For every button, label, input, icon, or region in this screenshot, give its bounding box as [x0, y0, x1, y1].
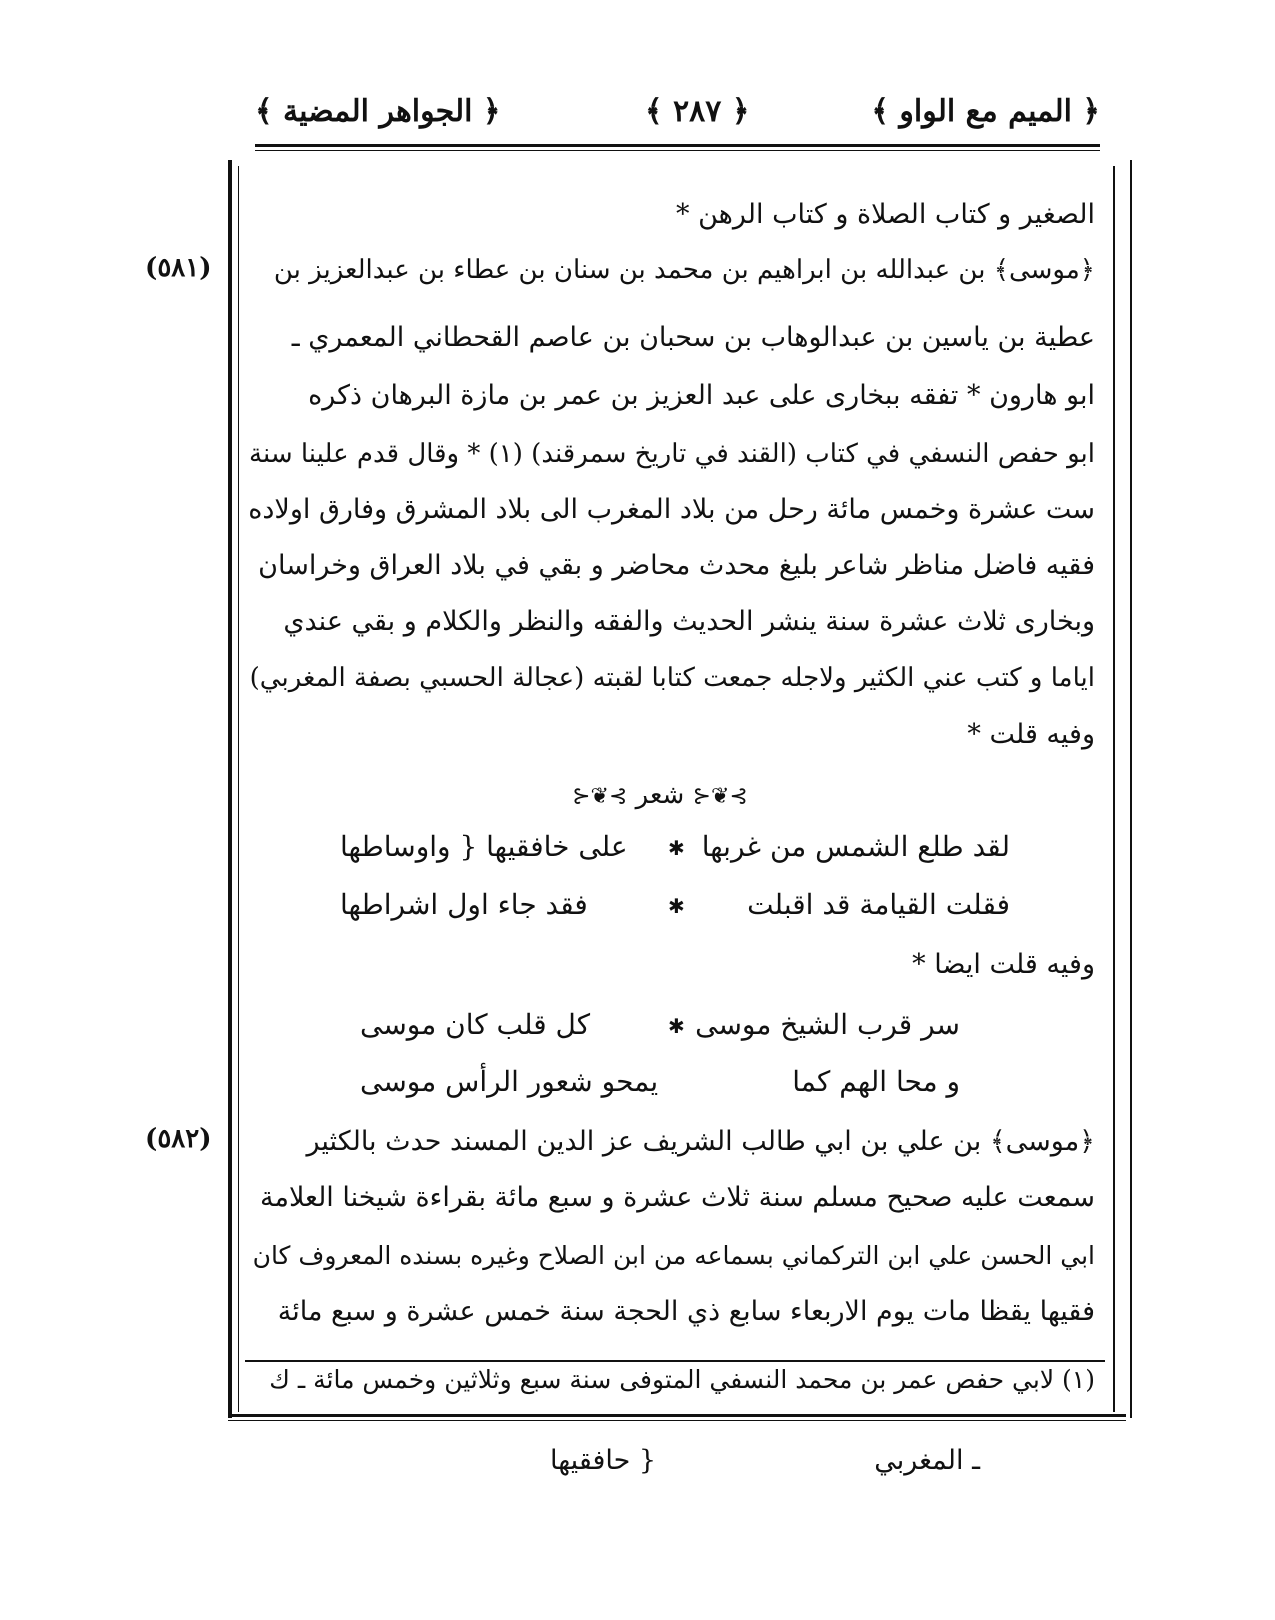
text-line: سمعت عليه صحيح مسلم سنة ثلاث عشرة و سبع مائة بقراءة شيخنا العلامة — [260, 1182, 1095, 1213]
entry-heading-line: ﴿موسى﴾ بن علي بن ابي طالب الشريف عز الدين المسند حدث بالكثير — [306, 1126, 1095, 1157]
header-rule-thin — [255, 150, 1100, 151]
page-header — [255, 86, 1100, 156]
catchword-left: { حافقيها — [550, 1445, 657, 1476]
poem-heading — [440, 780, 880, 810]
text-line: ابي الحسن علي ابن التركماني بسماعه من ابن الصلاح وغيره بسنده المعروف كان — [252, 1241, 1095, 1270]
header-chapter-title: ﴿ الميم مع الواو ﴾ — [871, 94, 1100, 129]
entry-number-582: (٥٨٢) — [145, 1124, 212, 1154]
text-line: عطية بن ياسين بن عبدالوهاب بن سحبان بن عاصم القحطاني المعمري ـ — [291, 322, 1095, 353]
verse-separator-icon: ✱ — [668, 894, 685, 918]
verse-hemistich-first: و محا الهم كما — [792, 1065, 960, 1098]
verse-hemistich-second: فقد جاء اول اشراطها — [340, 888, 588, 921]
verse-hemistich-first: سر قرب الشيخ موسى — [695, 1008, 960, 1041]
footnote-rule — [245, 1360, 1105, 1362]
header-book-title: ﴿ الجواهر المضية ﴾ — [255, 94, 501, 129]
ornament-icon: ⊱❦⊰ — [572, 784, 628, 809]
verse-hemistich-first: لقد طلع الشمس من غربها — [701, 830, 1010, 863]
text-line: وبخارى ثلاث عشرة سنة ينشر الحديث والفقه والنظر والكلام و بقي عندي — [283, 606, 1095, 637]
text-line: الصغير و كتاب الصلاة و كتاب الرهن * — [676, 199, 1095, 230]
text-line: ابو هارون * تفقه ببخارى على عبد العزيز بن عمر بن مازة البرهان ذكره — [308, 380, 1095, 411]
entry-heading-line: ﴿موسى﴾ بن عبدالله بن ابراهيم بن محمد بن سنان بن عطاء بن عبدالعزيز بن — [273, 255, 1095, 285]
text-line: فقيه فاضل مناظر شاعر بليغ محدث محاضر و بقي في بلاد العراق وخراسان — [258, 550, 1095, 581]
verse-hemistich-first: فقلت القيامة قد اقبلت — [747, 888, 1010, 921]
verse-hemistich-second: كل قلب كان موسى — [360, 1008, 591, 1041]
text-line: ابو حفص النسفي في كتاب (القند في تاريخ سمرقند) (١) * وقال قدم علينا سنة — [249, 439, 1095, 469]
frame-bottom-rule — [228, 1414, 1126, 1417]
verse-hemistich-second: على خافقيها { واوساطها — [340, 830, 628, 863]
header-rule — [255, 144, 1100, 147]
poem-heading-label: شعر — [635, 780, 685, 810]
header-page-number: ﴿ ٢٨٧ ﴾ — [645, 94, 750, 129]
catchword-right: ـ المغربي — [874, 1445, 980, 1476]
text-line: اياما و كتب عني الكثير ولاجله جمعت كتابا لقبته (عجالة الحسبي بصفة المغربي) — [249, 663, 1095, 693]
verse-hemistich-second: يمحو شعور الرأس موسى — [360, 1065, 659, 1098]
ornament-icon: ⊱❦⊰ — [692, 784, 748, 809]
text-line: وفيه قلت * — [967, 719, 1095, 750]
text-line: وفيه قلت ايضا * — [912, 949, 1095, 980]
footnote: (١) لابي حفص عمر بن محمد النسفي المتوفى سنة سبع وثلاثين وخمس مائة ـ ك — [269, 1365, 1095, 1394]
entry-number-581: (٥٨١) — [145, 253, 212, 283]
verse-separator-icon: ✱ — [668, 1014, 685, 1038]
verse-separator-icon: ✱ — [668, 836, 685, 860]
frame-bottom-rule-thin — [228, 1420, 1126, 1421]
text-line: فقيها يقظا مات يوم الاربعاء سابع ذي الحجة سنة خمس عشرة و سبع مائة — [277, 1296, 1095, 1327]
text-line: ست عشرة وخمس مائة رحل من بلاد المغرب الى بلاد المشرق وفارق اولاده — [248, 494, 1095, 525]
